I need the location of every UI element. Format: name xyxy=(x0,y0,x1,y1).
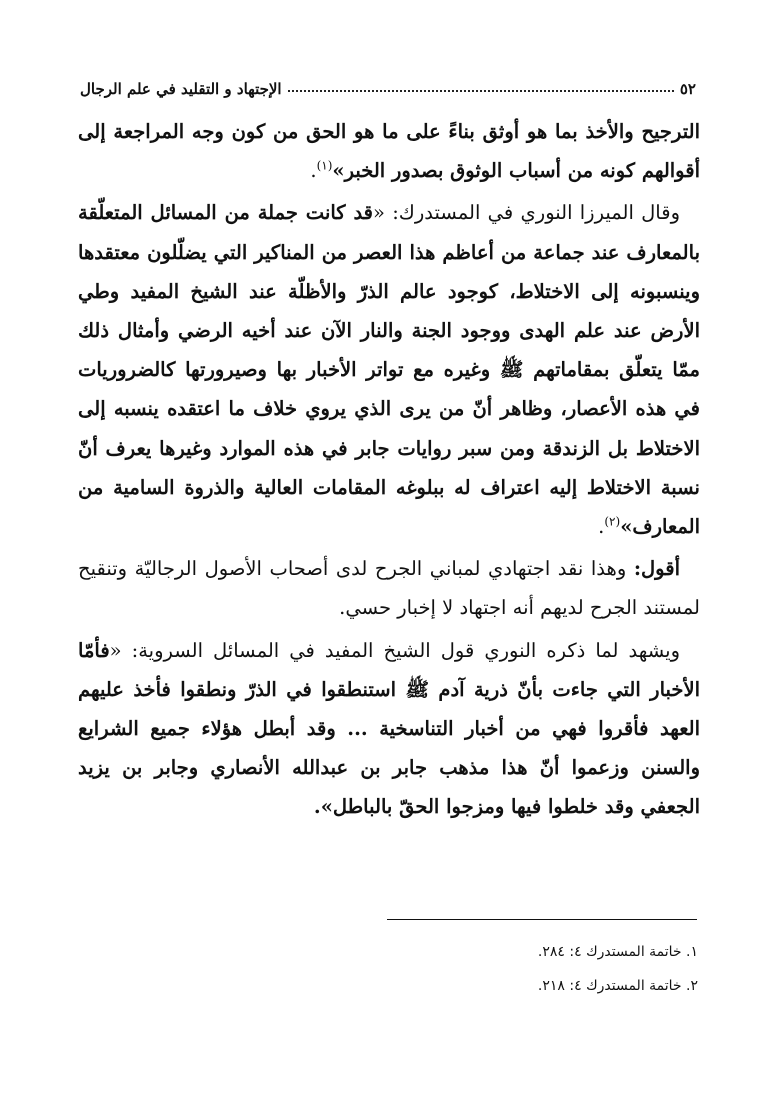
quoted-text: قد كانت جملة من المسائل المتعلّقة بالمعارف عند جماعة من أعاظم هذا العصر من المناكير التي يضلّلون معتقدها وينسبونه إلى الاختلاط، كوجود عالم الذرّ والأظلّة عند الشيخ المفيد وطي الأرض عند علم الهدى ووجود الجنة والنار الآن عند أخيه الرضي وأمثال ذلك ممّا يتعلّق بمقاماتهم ﷺ وغيره مع تواتر الأخبار بها وصيرورتها كالضروريات في هذه الأعصار، وظاهر أنّ من يرى الذي يروي خلاف ما اعتقده ينسبه إلى الاختلاط بل الزندقة ومن سبر روايات جابر في هذه الموارد وغيرها يعرف أنّ نسبة الاختلاط إليه اعتراف له ببلوغه المقامات العالية والذروة السامية من المعارف» xyxy=(78,201,700,539)
running-title: الإجتهاد و التقليد في علم الرجال xyxy=(80,80,282,98)
paragraph-intro: ويشهد لما ذكره النوري قول الشيخ المفيد في المسائل السروية: « xyxy=(109,638,680,662)
footnotes xyxy=(380,935,698,1003)
footnote-1: ١. خاتمة المستدرك ٤: ٢٨٤. xyxy=(537,944,698,960)
footnote-2: ٢. خاتمة المستدرك ٤: ٢١٨. xyxy=(537,978,698,994)
header-dot-leader xyxy=(288,90,674,92)
paragraph-2: وقال الميرزا النوري في المستدرك: «قد كانت جملة من المسائل المتعلّقة بالمعارف عند جماعة من أعاظم هذا العصر من المناكير التي يضلّلون معتقدها وينسبونه إلى الاختلاط، كوجود عالم الذرّ والأظلّة عند الشيخ المفيد وطي الأرض عند علم الهدى ووجود الجنة والنار الآن عند أخيه الرضي وأمثال ذلك ممّا يتعلّق بمقاماتهم ﷺ وغيره مع تواتر الأخبار بها وصيرورتها كالضروريات في هذه الأعصار، وظاهر أنّ من يرى الذي يروي خلاف ما اعتقده ينسبه إلى الاختلاط بل الزندقة ومن سبر روايات جابر في هذه الموارد وغيرها يعرف أنّ نسبة الاختلاط إليه اعتراف له ببلوغه المقامات العالية والذروة السامية من المعارف»$^{(٢)}$. xyxy=(78,201,700,539)
main-text xyxy=(78,112,700,830)
paragraph-4 xyxy=(78,631,700,827)
quoted-text: الترجيح والأخذ بما هو أوثق بناءً على ما هو الحق من كون وجه المراجعة إلى أقوالهم كونه من أسباب الوثوق بصدور الخبر» xyxy=(78,120,700,183)
footnote-ref-1: (١) xyxy=(316,158,333,173)
page-number: ٥٢ xyxy=(679,80,696,98)
paragraph-lead: أقول: xyxy=(633,557,680,581)
quoted-text: فأمّا الأخبار التي جاءت بأنّ ذرية آدم ﷺ استنطقوا في الذرّ ونطقوا فأخذ عليهم العهد فأقروا فهي من أخبار التناسخية ... وقد أبطل هؤلاء جميع الشرايع والسنن وزعموا أنّ هذا مذهب جابر بن عبدالله الأنصاري وجابر بن يزيد الجعفي وقد خلطوا فيها ومزجوا الحقّ بالباطل». xyxy=(78,638,700,819)
footnote-ref-2: (٢) xyxy=(604,514,621,529)
paragraph-intro: وقال الميرزا النوري في المستدرك: « xyxy=(373,201,680,225)
paragraph-1: الترجيح والأخذ بما هو أوثق بناءً على ما هو الحق من كون وجه المراجعة إلى أقوالهم كونه من أسباب الوثوق بصدور الخبر»$^{(١)}$. xyxy=(78,120,700,183)
paragraph-body: وهذا نقد اجتهادي لمباني الجرح لدى أصحاب الأصول الرجاليّة وتنقيح لمستند الجرح لديهم أنه اجتهاد لا إخبار حسي. xyxy=(78,557,700,620)
paragraph-3 xyxy=(78,549,700,627)
footnote-separator xyxy=(387,919,697,920)
running-header xyxy=(80,68,696,98)
